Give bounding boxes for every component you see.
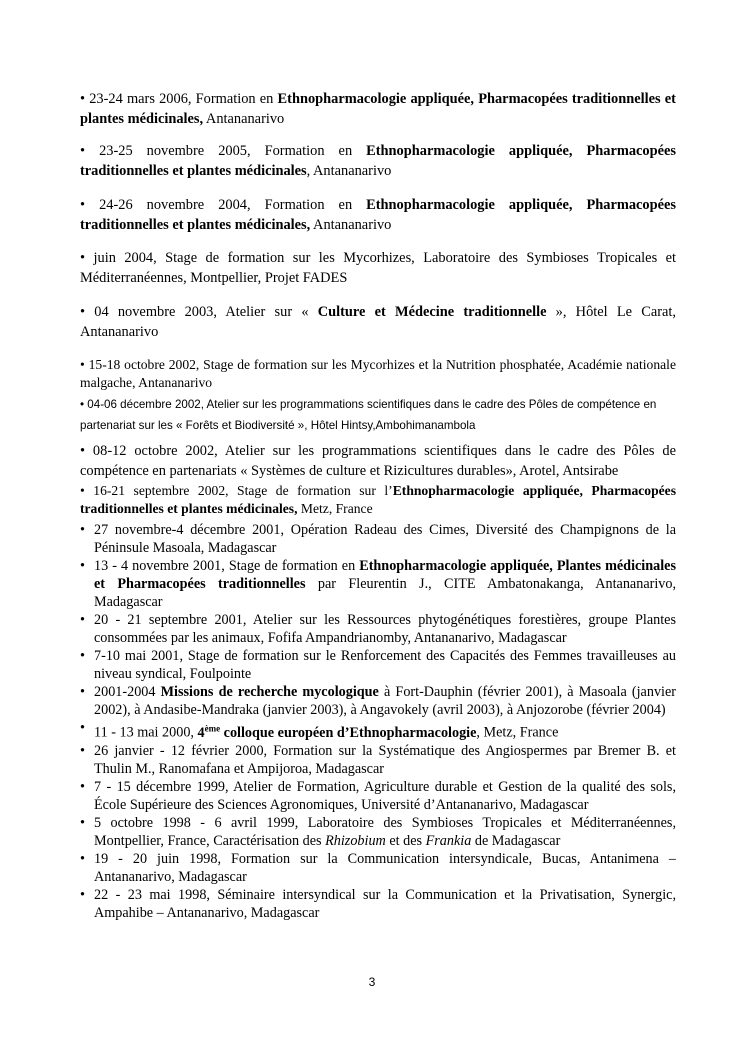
bullet: • bbox=[80, 91, 86, 107]
list-item: • 08-12 octobre 2002, Atelier sur les programmations scientifiques dans le cadre des Pôles de compétence en partenariats « Systèmes de culture et Rizicultures durables», Arotel, Antsirabe bbox=[80, 443, 676, 479]
bullet: • bbox=[80, 250, 86, 266]
list-item: • 13 - 4 novembre 2001, Stage de formation en Ethnopharmacologie appliquée, Plantes médicinales et Pharmacopées traditionnelles par Fleurentin J., CITE Ambatonakanga, Antananarivo, Madagascar bbox=[80, 558, 677, 610]
list-item: • 23-24 mars 2006, Formation en Ethnopharmacologie appliquée, Pharmacopées traditionnelles et plantes médicinales, Antananarivo bbox=[80, 91, 676, 127]
page-number: 3 bbox=[368, 975, 376, 989]
list-item: • 20 - 21 septembre 2001, Atelier sur les Ressources phytogénétiques forestières, groupe Plantes consommées par les animaux, Fofifa Ampandrianomby, Antananarivo, Madagascar bbox=[80, 612, 676, 646]
list-item: • 23-25 novembre 2005, Formation en Ethnopharmacologie appliquée, Pharmacopées traditionnelles et plantes médicinales, Antananarivo bbox=[80, 143, 676, 179]
bullet: • bbox=[80, 886, 85, 903]
list-item: • 16-21 septembre 2002, Stage de formation sur l’Ethnopharmacologie appliquée, Pharmacopées traditionnelles et plantes médicinales, Metz, France bbox=[80, 483, 676, 516]
bullet: • bbox=[80, 742, 85, 759]
bullet: • bbox=[80, 522, 85, 538]
list-item: • 7-10 mai 2001, Stage de formation sur le Renforcement des Capacités des Femmes travailleuses au niveau syndical, Foulpointe bbox=[80, 648, 676, 682]
list-item: • 26 janvier - 12 février 2000, Formation sur la Systématique des Angiospermes par Bremer B. et Thulin M., Ranomafana et Ampijoroa, Madagascar bbox=[80, 742, 676, 777]
bullet: • bbox=[80, 398, 85, 411]
bullet: • bbox=[80, 304, 86, 320]
bullet: • bbox=[80, 684, 85, 700]
bullet: • bbox=[80, 483, 85, 498]
list-item: • 11 - 13 mai 2000, 4ème colloque européen d’Ethnopharmacologie, Metz, France bbox=[80, 720, 559, 741]
bullet: • bbox=[80, 720, 85, 736]
list-item: • 15-18 octobre 2002, Stage de formation sur les Mycorhizes et la Nutrition phosphatée, Académie nationale malgache, Antananarivo bbox=[80, 357, 676, 390]
bullet: • bbox=[80, 558, 85, 574]
bullet: • bbox=[80, 648, 85, 664]
list-item: • 5 octobre 1998 - 6 avril 1999, Laboratoire des Symbioses Tropicales et Méditerranéennes, Montpellier, France, Caractérisation des Rhizobium et des Frankia de Madagascar bbox=[80, 814, 676, 849]
bullet-list bbox=[80, 521, 676, 922]
list-item: • 19 - 20 juin 1998, Formation sur la Communication intersyndicale, Bucas, Antanimena – Antananarivo, Madagascar bbox=[80, 850, 676, 885]
bullet: • bbox=[80, 443, 86, 459]
list-item: • 24-26 novembre 2004, Formation en Ethnopharmacologie appliquée, Pharmacopées traditionnelles et plantes médicinales, Antananarivo bbox=[80, 197, 676, 233]
bullet: • bbox=[80, 143, 86, 159]
bullet: • bbox=[80, 850, 85, 867]
list-item: • 2001-2004 Missions de recherche mycologique à Fort-Dauphin (février 2001), à Masoala (janvier 2002), à Andasibe-Mandraka (janvier 2003), à Angavokely (avril 2003), à Anjozorobe (février 2004) bbox=[80, 684, 677, 718]
list-item: • 22 - 23 mai 1998, Séminaire intersyndical sur la Communication et la Privatisation, Synergic, Ampahibe – Antananarivo, Madagascar bbox=[80, 886, 676, 921]
list-item: • 04 novembre 2003, Atelier sur « Culture et Médecine traditionnelle », Hôtel Le Carat, Antananarivo bbox=[80, 304, 676, 340]
bullet: • bbox=[80, 778, 85, 795]
list-item: • 7 - 15 décembre 1999, Atelier de Formation, Agriculture durable et Gestion de la qualité des sols, École Supérieure des Sciences Agronomiques, Université d’Antananarivo, Madagascar bbox=[80, 778, 676, 813]
bullet: • bbox=[80, 357, 85, 372]
list-item: • 27 novembre-4 décembre 2001, Opération Radeau des Cimes, Diversité des Champignons de la Péninsule Masoala, Madagascar bbox=[80, 522, 676, 556]
bullet: • bbox=[80, 197, 86, 213]
list-item: • 04-06 décembre 2002, Atelier sur les programmations scientifiques dans le cadre des Pôles de compétence en partenariat sur les « Forêts et Biodiversité », Hôtel Hintsy,Ambohimanambola bbox=[80, 398, 657, 432]
bullet: • bbox=[80, 612, 85, 628]
bullet: • bbox=[80, 814, 85, 831]
list-item: • juin 2004, Stage de formation sur les Mycorhizes, Laboratoire des Symbioses Tropicales et Méditerranéennes, Montpellier, Projet FADES bbox=[80, 250, 676, 286]
